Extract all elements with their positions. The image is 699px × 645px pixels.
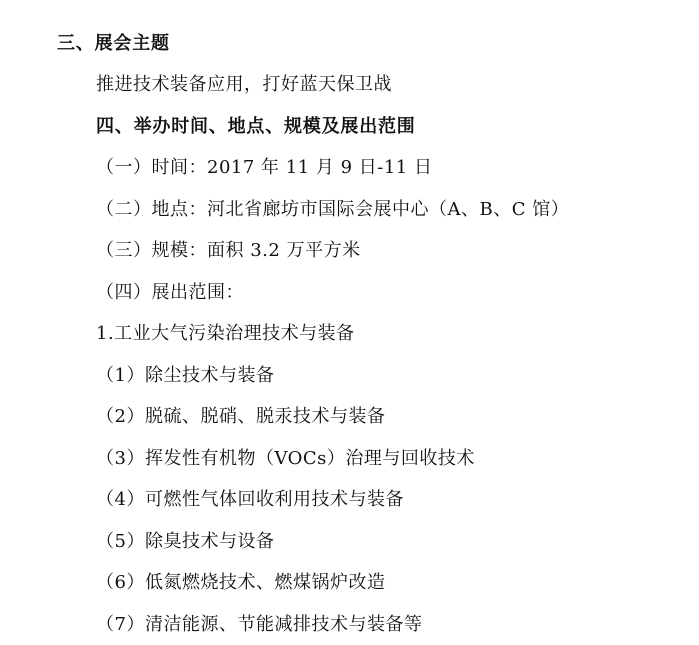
list-item: （1）除尘技术与装备 [96,365,275,386]
list-item: （7）清洁能源、节能减排技术与装备等 [96,614,423,635]
exhibition-time: （一）时间：2017 年 11 月 9 日-11 日 [96,157,433,178]
section-3-theme-text: 推进技术装备应用，打好蓝天保卫战 [96,74,392,95]
section-4-heading: 四、举办时间、地点、规模及展出范围 [96,116,416,137]
exhibition-location: （二）地点：河北省廊坊市国际会展中心（A、B、C 馆） [96,199,570,220]
exhibition-scope-heading: （四）展出范围： [96,282,244,303]
exhibition-scale: （三）规模：面积 3.2 万平方米 [96,240,361,261]
list-item: （6）低氮燃烧技术、燃煤锅炉改造 [96,572,386,593]
list-item: （5）除臭技术与设备 [96,531,275,552]
list-item: （2）脱硫、脱硝、脱汞技术与装备 [96,406,386,427]
category-1-heading: 1.工业大气污染治理技术与装备 [96,323,355,344]
section-3-heading: 三、展会主题 [57,33,170,54]
list-item: （4）可燃性气体回收利用技术与装备 [96,489,404,510]
list-item: （3）挥发性有机物（VOCs）治理与回收技术 [96,448,475,469]
